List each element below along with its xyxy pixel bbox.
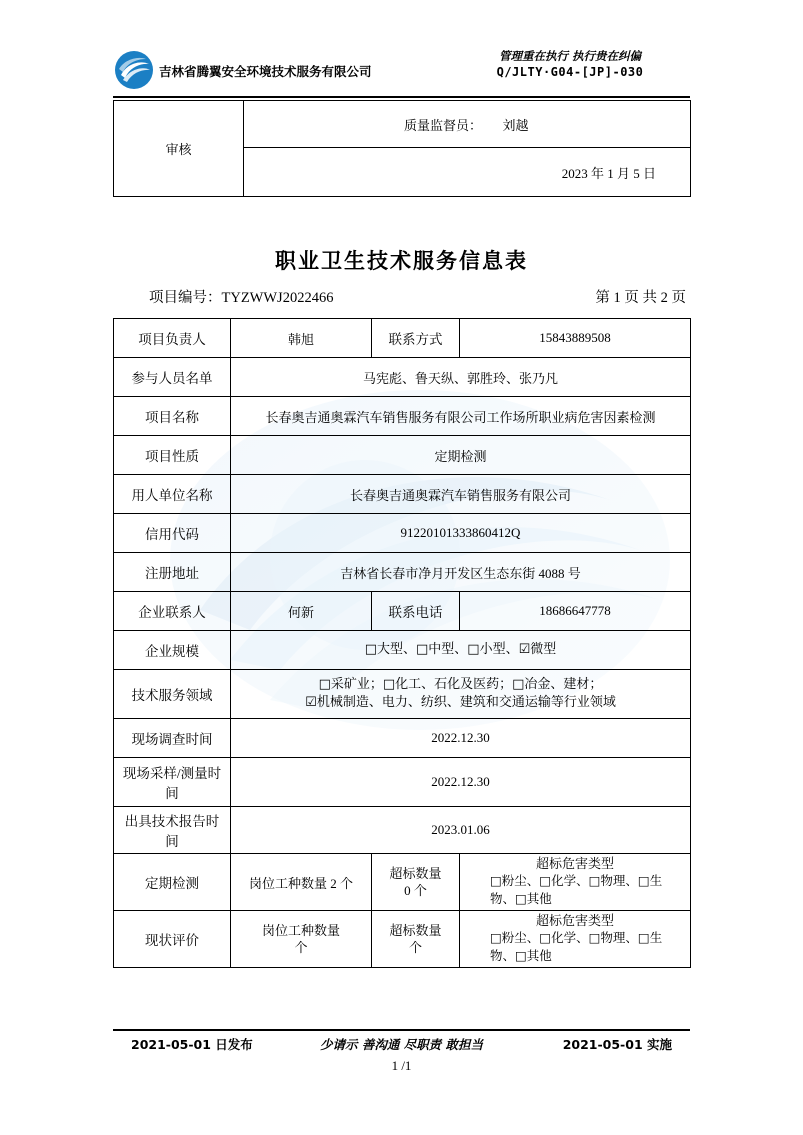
value-periodic-exceed-count (372, 854, 460, 911)
table-row (114, 397, 691, 436)
value-status-job-count (231, 911, 372, 968)
document-footer (113, 1033, 690, 1057)
page-title: 职业卫生技术服务信息表 (275, 249, 528, 273)
table-row (114, 631, 691, 670)
table-row (114, 319, 691, 358)
supervisor-name: 刘越 (502, 117, 529, 133)
row-label-project-name: 项目名称 (114, 397, 231, 436)
swirl-logo-icon (113, 50, 155, 90)
row-label-service-field: 技术服务领域 (114, 670, 231, 719)
approval-supervisor-cell (244, 101, 691, 148)
table-row (114, 101, 691, 148)
project-number-label: 项目编号： (149, 290, 222, 306)
subtitle-line (113, 286, 690, 308)
row-label-company-scale: 企业规模 (114, 631, 231, 670)
table-row (114, 553, 691, 592)
value-periodic-hazard-types[interactable] (460, 854, 691, 911)
approval-row-label: 审核 (114, 101, 244, 197)
value-registered-address: 吉林省长春市净月开发区生态东街 4088 号 (231, 553, 691, 592)
project-number-value: TYZWWJ2022466 (221, 290, 334, 306)
row-label-periodic-detection: 定期检测 (114, 854, 231, 911)
row-label-report-date: 出具技术报告时间 (114, 807, 231, 854)
row-label-project-nature: 项目性质 (114, 436, 231, 475)
status-hazard-options[interactable]: □粉尘、□化学、□物理、□生物、□其他 (490, 930, 663, 963)
footer-issue-date: 2021-05-01 日发布 (131, 1037, 253, 1052)
value-service-field[interactable] (231, 670, 691, 719)
value-credit-code: 91220101333860412Q (231, 514, 691, 553)
row-label-survey-date: 现场调查时间 (114, 719, 231, 758)
value-report-date: 2023.01.06 (231, 807, 691, 854)
periodic-hazard-title: 超标危害类型 (535, 856, 614, 871)
status-job-label: 岗位工种数量 (261, 923, 340, 938)
table-row (114, 807, 691, 854)
row-label-contact-phone: 联系电话 (372, 592, 460, 631)
status-exceed-value: 个 (408, 940, 422, 955)
row-label-project-leader: 项目负责人 (114, 319, 231, 358)
service-field-line1[interactable]: □采矿业；□化工、石化及医药；□冶金、建材； (318, 677, 603, 692)
value-company-scale[interactable]: □大型、□中型、□小型、☑微型 (231, 631, 691, 670)
approval-date: 2023 年 1 月 5 日 (244, 148, 691, 197)
table-row (114, 670, 691, 719)
footer-effective-date: 2021-05-01 实施 (562, 1037, 672, 1052)
approval-table (113, 100, 691, 197)
periodic-hazard-options[interactable]: □粉尘、□化学、□物理、□生物、□其他 (490, 873, 663, 906)
row-label-registered-address: 注册地址 (114, 553, 231, 592)
value-company-contact: 何新 (231, 592, 372, 631)
status-exceed-label: 超标数量 (389, 923, 442, 938)
value-contact-method: 15843889508 (460, 319, 691, 358)
value-status-hazard-types[interactable] (460, 911, 691, 968)
table-row (114, 358, 691, 397)
table-row (114, 911, 691, 968)
header-slogan: 管理重在执行 执行贵在纠偏 (498, 49, 641, 63)
status-hazard-title: 超标危害类型 (535, 913, 614, 928)
footer-page-number: 1 /1 (391, 1058, 412, 1073)
row-label-employer-name: 用人单位名称 (114, 475, 231, 514)
value-participants: 马宪彪、鲁天纵、郭胜玲、张乃凡 (231, 358, 691, 397)
header-divider (113, 96, 690, 98)
row-label-contact-method: 联系方式 (372, 319, 460, 358)
header-doc-code: Q/JLTY·G04-[JP]-030 (496, 65, 644, 79)
periodic-exceed-value: 0 个 (404, 883, 427, 898)
value-project-name: 长春奥吉通奥霖汽车销售服务有限公司工作场所职业病危害因素检测 (231, 397, 691, 436)
value-status-exceed-count (372, 911, 460, 968)
table-row (114, 514, 691, 553)
page-indicator: 第 1 页 共 2 页 (595, 290, 686, 306)
value-sampling-date: 2022.12.30 (231, 758, 691, 807)
row-label-participants: 参与人员名单 (114, 358, 231, 397)
periodic-exceed-label: 超标数量 (389, 866, 442, 881)
service-field-line2[interactable]: ☑机械制造、电力、纺织、建筑和交通运输等行业领域 (305, 695, 616, 710)
footer-divider (113, 1029, 690, 1031)
row-label-credit-code: 信用代码 (114, 514, 231, 553)
table-row (114, 758, 691, 807)
service-info-table (113, 318, 691, 968)
project-number (149, 286, 333, 307)
header-company-name: 吉林省腾翼安全环境技术服务有限公司 (159, 64, 372, 79)
value-project-leader: 韩旭 (231, 319, 372, 358)
value-project-nature: 定期检测 (231, 436, 691, 475)
row-label-company-contact: 企业联系人 (114, 592, 231, 631)
table-row (114, 719, 691, 758)
table-row (114, 592, 691, 631)
document-header (113, 48, 690, 96)
value-contact-phone: 18686647778 (460, 592, 691, 631)
status-job-value: 个 (294, 940, 308, 955)
value-employer-name: 长春奥吉通奥霖汽车销售服务有限公司 (231, 475, 691, 514)
table-row (114, 436, 691, 475)
footer-slogan: 少请示 善沟通 尽职责 敢担当 (319, 1037, 484, 1052)
value-survey-date: 2022.12.30 (231, 719, 691, 758)
supervisor-label: 质量监督员： (404, 117, 483, 133)
value-periodic-job-count: 岗位工种数量 2 个 (231, 854, 372, 911)
row-label-status-evaluation: 现状评价 (114, 911, 231, 968)
table-row (114, 475, 691, 514)
row-label-sampling-date: 现场采样/测量时间 (114, 758, 231, 807)
table-row (114, 854, 691, 911)
